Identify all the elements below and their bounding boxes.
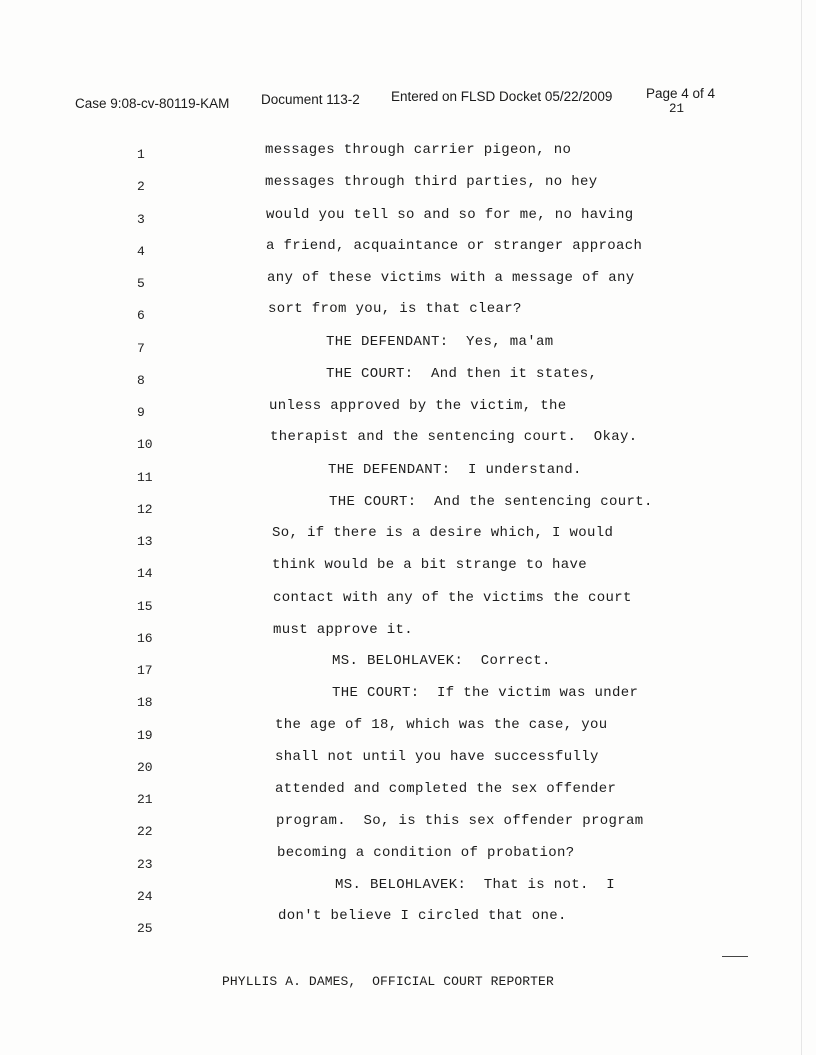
line-text: contact with any of the victims the court (273, 589, 632, 606)
line-number: 13 (137, 534, 153, 549)
case-number: Case 9:08-cv-80119-KAM (75, 96, 230, 111)
line-number: 18 (137, 695, 153, 711)
line-number: 6 (137, 308, 145, 324)
line-text: any of these victims with a message of any (267, 270, 635, 286)
line-text: unless approved by the victim, the (269, 398, 567, 414)
court-reporter-footer: PHYLLIS A. DAMES, OFFICIAL COURT REPORTER (222, 974, 554, 989)
line-number: 2 (137, 179, 145, 195)
line-number: 19 (137, 727, 153, 743)
line-number: 7 (137, 340, 145, 356)
line-number: 15 (137, 598, 153, 614)
line-number: 3 (137, 211, 145, 227)
line-number: 9 (137, 405, 145, 420)
line-text: would you tell so and so for me, no having (266, 206, 634, 223)
line-text: think would be a bit strange to have (272, 557, 588, 574)
line-text: don't believe I circled that one. (278, 908, 567, 924)
margin-mark (722, 956, 748, 957)
line-number: 20 (137, 759, 153, 775)
line-text: MS. BELOHLAVEK: Correct. (332, 653, 551, 669)
line-number: 4 (137, 243, 145, 259)
line-number: 17 (137, 663, 153, 678)
line-number: 21 (137, 792, 153, 807)
line-text: THE DEFENDANT: I understand. (328, 461, 582, 478)
line-text: a friend, acquaintance or stranger approach (266, 237, 643, 254)
line-text: THE COURT: If the victim was under (332, 685, 639, 702)
line-number: 1 (137, 147, 145, 162)
line-number: 14 (137, 566, 153, 582)
line-number: 5 (137, 276, 145, 291)
line-text: THE DEFENDANT: Yes, ma'am (326, 333, 554, 350)
line-text: becoming a condition of probation? (277, 844, 575, 861)
line-text: shall not until you have successfully (275, 748, 599, 765)
line-text: messages through third parties, no hey (265, 174, 598, 191)
line-text: the age of 18, which was the case, you (275, 716, 608, 733)
line-text: program. So, is this sex offender program (276, 813, 644, 830)
line-text: messages through carrier pigeon, no (265, 142, 572, 158)
line-number: 12 (137, 501, 153, 517)
line-number: 10 (137, 437, 153, 453)
line-number: 23 (137, 856, 153, 872)
line-number: 25 (137, 921, 153, 936)
document-number: Document 113-2 (261, 92, 360, 107)
line-text: sort from you, is that clear? (268, 301, 522, 318)
line-text: therapist and the sentencing court. Okay. (270, 429, 638, 446)
line-text: THE COURT: And the sentencing court. (329, 493, 653, 510)
page-of-count: Page 4 of 4 (646, 86, 716, 101)
line-text: MS. BELOHLAVEK: That is not. I (335, 876, 616, 893)
line-number: 8 (137, 372, 145, 388)
docket-entry-date: Entered on FLSD Docket 05/22/2009 (391, 89, 613, 104)
line-number: 11 (137, 469, 153, 485)
line-number: 24 (137, 888, 153, 904)
transcript-page-number: 21 (669, 102, 685, 116)
line-number: 16 (137, 630, 153, 646)
line-text: must approve it. (273, 621, 414, 638)
line-number: 22 (137, 824, 153, 840)
line-text: So, if there is a desire which, I would (272, 525, 614, 541)
line-text: attended and completed the sex offender (275, 781, 617, 797)
line-text: THE COURT: And then it states, (326, 365, 598, 382)
